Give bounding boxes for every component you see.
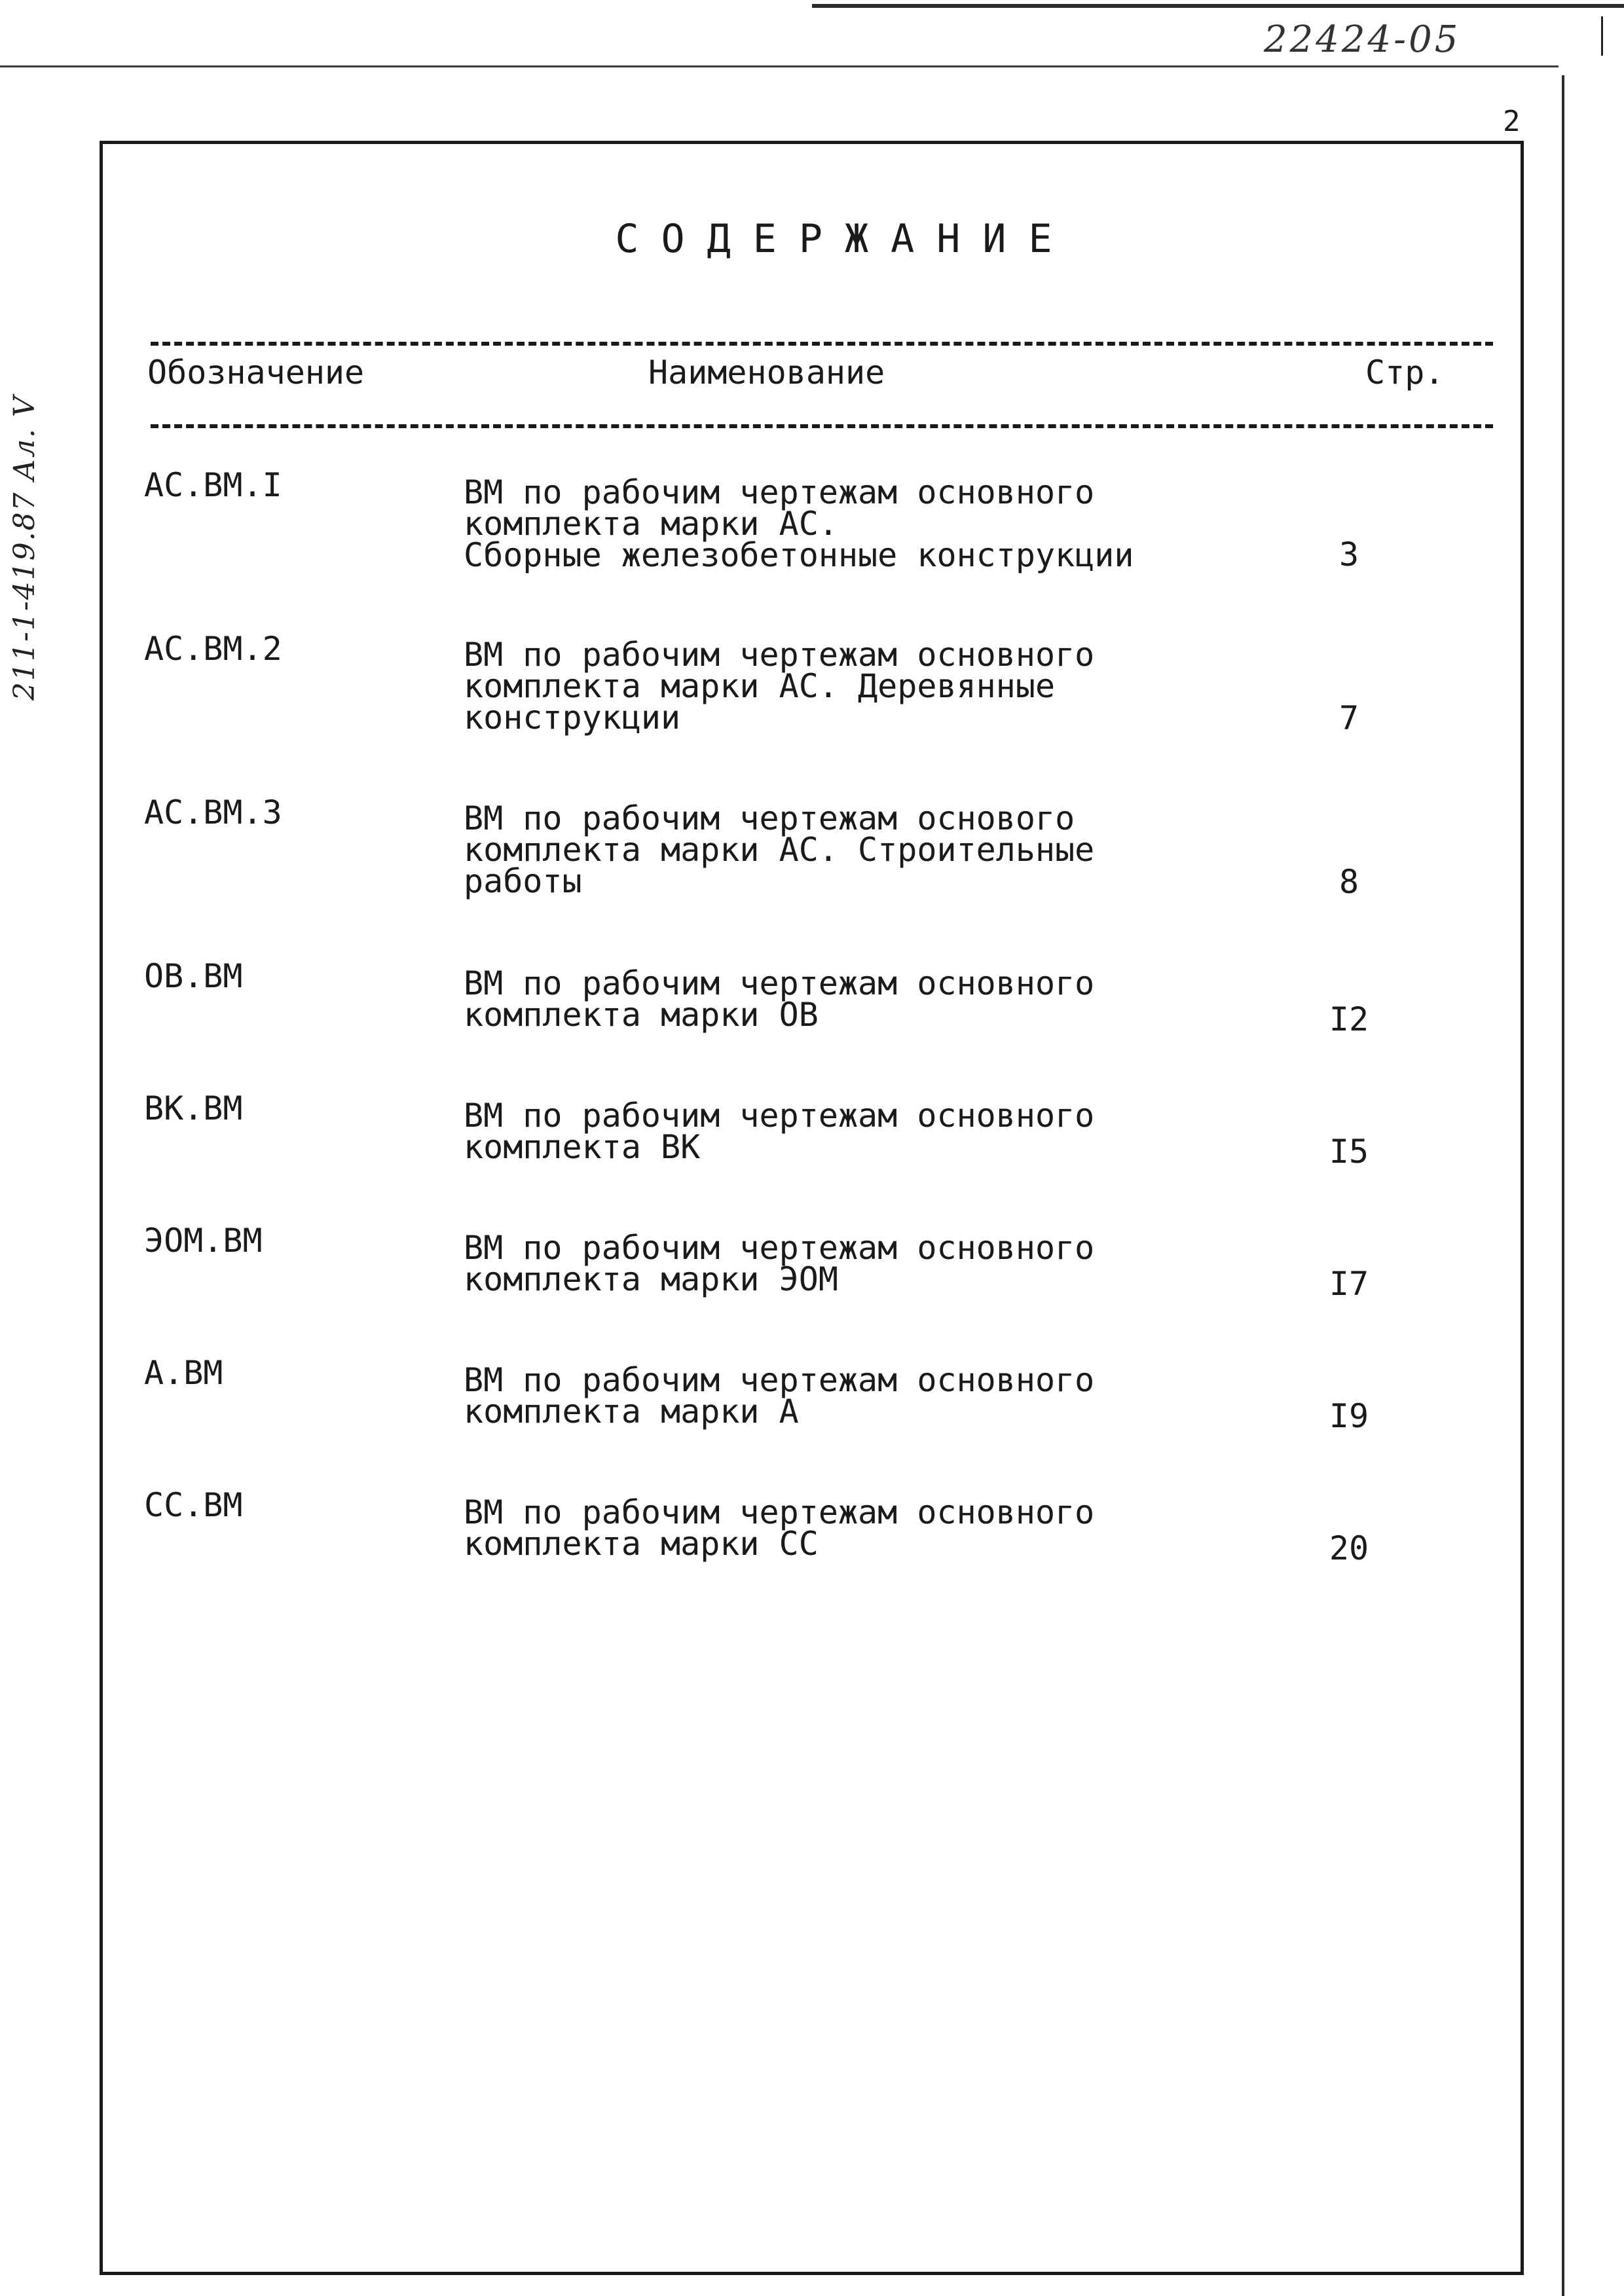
header-top-rule — [151, 342, 1493, 346]
row-code: ВК.ВМ — [144, 1089, 243, 1127]
row-code: СС.ВМ — [144, 1486, 243, 1524]
row-name: ВМ по рабочим чертежам основного комплекта марки АС. Сборные железобетонные конструкции — [464, 473, 1134, 574]
row-code: АС.ВМ.3 — [144, 793, 282, 831]
row-page: I7 — [1329, 1265, 1369, 1303]
page-frame — [100, 141, 1524, 2275]
row-name: ВМ по рабочим чертежам основного комплекта марки СС — [464, 1493, 1095, 1563]
header-bottom-rule — [151, 424, 1493, 428]
row-code: ЭОМ.ВМ — [144, 1222, 263, 1260]
side-document-code: 211-1-419.87 Ал. V — [8, 395, 41, 701]
row-page: I5 — [1329, 1133, 1369, 1171]
row-page: 7 — [1338, 699, 1359, 737]
column-header-designation: Обозначение — [147, 354, 365, 392]
row-name: ВМ по рабочим чертежам основного комплекта марки ОВ — [464, 964, 1095, 1034]
right-edge-tick — [1601, 16, 1603, 56]
row-name: ВМ по рабочим чертежам основного комплекта ВК — [464, 1097, 1095, 1166]
row-name: ВМ по рабочим чертежам основного комплекта марки А — [464, 1361, 1095, 1430]
row-page: 20 — [1329, 1529, 1369, 1567]
outer-right-line — [1562, 75, 1564, 2296]
page-number: 2 — [1503, 105, 1521, 138]
column-header-page: Стр. — [1365, 354, 1445, 392]
row-page: I2 — [1329, 1000, 1369, 1038]
row-page: 8 — [1338, 863, 1359, 901]
row-page: 3 — [1338, 536, 1359, 574]
row-code: АС.ВМ.I — [144, 466, 282, 504]
page-title: СОДЕРЖАНИЕ — [615, 216, 1075, 262]
row-page: I9 — [1329, 1397, 1369, 1435]
row-name: ВМ по рабочим чертежам основного комплекта марки ЭОМ — [464, 1229, 1095, 1298]
top-thin-line — [0, 65, 1559, 67]
top-edge-rule — [812, 4, 1624, 8]
row-code: ОВ.ВМ — [144, 957, 243, 995]
handwritten-archive-code: 22424-05 — [1264, 18, 1461, 61]
row-name: ВМ по рабочим чертежам основого комплекта марки АС. Строительные работы — [464, 799, 1095, 900]
row-name: ВМ по рабочим чертежам основного комплекта марки АС. Деревянные конструкции — [464, 636, 1095, 737]
column-header-name: Наименование — [648, 354, 885, 392]
row-code: А.ВМ — [144, 1354, 223, 1392]
row-code: АС.ВМ.2 — [144, 630, 282, 668]
